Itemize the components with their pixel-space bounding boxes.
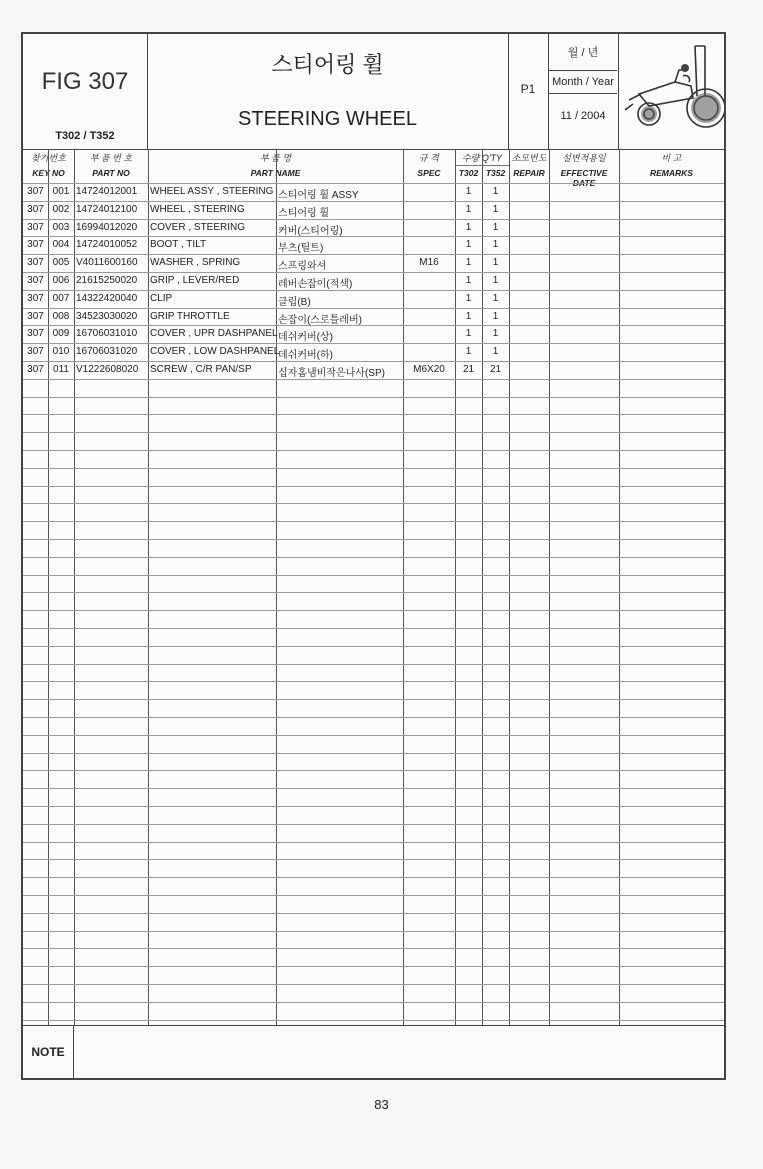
cell-fig: 307 — [27, 292, 44, 304]
row-line — [23, 1002, 724, 1003]
row-line — [23, 859, 724, 860]
cell-name-en: COVER , UPR DASHPANEL — [150, 328, 278, 340]
page-box — [509, 34, 549, 149]
cell-name-ko: 스티어링 휠 ASSY — [278, 190, 359, 201]
cell-part-no: 14724012001 — [76, 186, 138, 197]
row-line — [23, 664, 724, 665]
note-area — [23, 1025, 724, 1079]
title-korean: 스티어링 휠 — [271, 52, 384, 77]
cell-t302: 1 — [465, 275, 472, 286]
cell-name-ko: 부츠(틸트) — [278, 243, 324, 255]
cell-name-en: GRIP THROTTLE — [150, 310, 230, 322]
col-repair: 소모번도 REPAIR — [511, 153, 547, 178]
cell-t352: 1 — [492, 186, 499, 197]
cell-name-ko: 클립(B) — [278, 296, 311, 308]
page-label: P1 — [520, 82, 536, 96]
table-row — [23, 254, 724, 272]
cell-key: 009 — [52, 328, 70, 340]
cell-t302: 1 — [465, 221, 472, 233]
cell-name-en: COVER , STEERING — [150, 221, 246, 233]
cell-part-no: V4011600160 — [76, 257, 138, 269]
cell-t352: 1 — [492, 328, 499, 340]
cell-name-ko: 레버손잡이(적색) — [278, 279, 353, 290]
row-line — [23, 575, 724, 576]
cell-name-ko: 스티어링 휠 — [278, 207, 330, 219]
sheet-header — [23, 34, 724, 150]
col-part-no: 부 품 번 호 PART NO — [89, 153, 133, 178]
date-label-korean: 월 / 년 — [567, 47, 599, 59]
row-line — [23, 521, 724, 522]
cell-key: 008 — [52, 310, 70, 322]
row-line — [23, 966, 724, 967]
cell-t352: 1 — [492, 275, 499, 286]
row-line — [23, 877, 724, 878]
row-line — [23, 592, 724, 593]
table-row — [23, 272, 724, 290]
cell-t302: 1 — [465, 239, 472, 251]
row-line — [23, 931, 724, 932]
cell-t302: 1 — [465, 257, 472, 269]
cell-fig: 307 — [27, 221, 44, 233]
cell-t302: 1 — [465, 310, 472, 322]
cell-key: 007 — [52, 292, 70, 304]
cell-name-en: SCREW , C/R PAN/SP — [150, 364, 252, 375]
parts-sheet — [21, 32, 726, 1080]
table-row — [23, 236, 724, 254]
cell-name-en: GRIP , LEVER/RED — [150, 275, 240, 286]
cell-key: 011 — [53, 364, 69, 375]
cell-part-no: V1222608020 — [76, 364, 139, 375]
row-line — [23, 788, 724, 789]
table-row — [23, 201, 724, 219]
cell-part-no: 34523030020 — [76, 310, 138, 322]
col-spec: 규 격 SPEC — [417, 153, 441, 178]
cell-t352: 1 — [492, 346, 499, 358]
row-line — [23, 753, 724, 754]
row-line — [23, 610, 724, 611]
cell-name-ko: 십자홈냄비작은나사(SP) — [278, 368, 385, 379]
cell-t302: 1 — [465, 346, 472, 358]
row-line — [23, 984, 724, 985]
date-label-english: Month / Year — [549, 70, 617, 94]
figure-box — [23, 34, 148, 149]
cell-fig: 307 — [27, 346, 44, 358]
col-qty: 수량 Q'TY T302 T352 — [458, 153, 506, 178]
cell-name-ko: 데쉬커버(상) — [278, 332, 333, 344]
row-line — [23, 806, 724, 807]
cell-t352: 1 — [492, 203, 499, 215]
cell-spec: M16 — [419, 257, 439, 269]
cell-key: 005 — [52, 257, 70, 269]
row-line — [23, 699, 724, 700]
cell-fig: 307 — [27, 275, 44, 286]
row-line — [23, 486, 724, 487]
row-line — [23, 557, 724, 558]
cell-spec: M6X20 — [413, 364, 445, 375]
cell-t302: 1 — [465, 186, 472, 197]
cell-t302: 21 — [462, 364, 475, 375]
row-line — [23, 450, 724, 451]
cell-fig: 307 — [27, 203, 44, 215]
note-label: NOTE — [23, 1026, 74, 1079]
table-row — [23, 290, 724, 308]
title-box — [148, 34, 509, 149]
cell-name-en: CLIP — [150, 292, 173, 304]
row-line — [23, 468, 724, 469]
cell-name-ko: 스프링와셔 — [278, 261, 327, 273]
row-line — [23, 824, 724, 825]
cell-fig: 307 — [27, 239, 44, 251]
row-line — [23, 895, 724, 896]
date-box — [549, 34, 619, 149]
table-row — [23, 183, 724, 201]
row-line — [23, 539, 724, 540]
table-row — [23, 361, 724, 379]
row-line — [23, 432, 724, 433]
table-row — [23, 219, 724, 237]
row-line — [23, 503, 724, 504]
cell-fig: 307 — [27, 257, 44, 269]
cell-t302: 1 — [465, 203, 472, 215]
cell-name-ko: 데쉬커버(하) — [278, 350, 333, 362]
cell-name-en: BOOT , TILT — [150, 239, 207, 251]
cell-key: 001 — [52, 186, 70, 197]
row-line — [23, 397, 724, 398]
cell-t352: 1 — [492, 239, 499, 251]
row-line — [23, 770, 724, 771]
figure-number: FIG 307 — [41, 68, 129, 95]
col-remarks: 비 고 REMARKS — [650, 153, 693, 178]
model-label: T302 / T352 — [55, 130, 115, 142]
row-line — [23, 628, 724, 629]
page-number: 83 — [374, 1097, 389, 1112]
cell-key: 004 — [52, 239, 70, 251]
row-line — [23, 646, 724, 647]
cell-t352: 1 — [492, 310, 499, 322]
row-line — [23, 414, 724, 415]
cell-name-ko: 손잡이(스로틀레버) — [278, 314, 362, 326]
cell-t352: 1 — [492, 221, 499, 233]
cell-fig: 307 — [27, 186, 44, 197]
cell-key: 002 — [52, 203, 70, 215]
col-part-name: 부 품 명 PART NAME — [250, 153, 301, 178]
col-key: 찾기번호 KEY NO — [31, 153, 66, 178]
cell-t352: 1 — [492, 292, 499, 304]
table-row — [23, 308, 724, 326]
cell-key: 003 — [52, 221, 70, 233]
row-line — [23, 681, 724, 682]
cell-name-ko: 커버(스티어링) — [278, 225, 343, 237]
cell-name-en: WASHER , SPRING — [150, 257, 241, 269]
tractor-icon — [619, 34, 724, 149]
row-line — [23, 735, 724, 736]
cell-key: 006 — [52, 275, 70, 286]
row-line — [23, 842, 724, 843]
cell-t352: 1 — [492, 257, 499, 269]
table-row — [23, 325, 724, 343]
cell-t352: 21 — [489, 364, 502, 375]
cell-fig: 307 — [27, 364, 44, 375]
row-line — [23, 913, 724, 914]
cell-fig: 307 — [27, 310, 44, 322]
cell-part-no: 14724010052 — [76, 239, 138, 251]
cell-key: 010 — [52, 346, 70, 358]
cell-fig: 307 — [27, 328, 44, 340]
col-effective-date: 설변적용일 EFFECTIVE DATE — [560, 153, 608, 188]
table-row — [23, 343, 724, 361]
tractor-illustration — [619, 34, 724, 149]
row-line — [23, 948, 724, 949]
cell-part-no: 16706031020 — [76, 346, 138, 358]
cell-part-no: 14724012100 — [76, 203, 138, 215]
cell-t302: 1 — [465, 292, 472, 304]
row-line — [23, 717, 724, 718]
date-value: 11 / 2004 — [560, 110, 606, 122]
cell-part-no: 14322420040 — [76, 292, 138, 304]
cell-part-no: 16994012020 — [76, 221, 138, 233]
cell-name-en: WHEEL ASSY , STEERING — [150, 186, 274, 197]
row-line — [23, 1020, 724, 1021]
cell-name-en: COVER , LOW DASHPANEL — [150, 346, 280, 358]
title-english: STEERING WHEEL — [238, 108, 417, 130]
cell-part-no: 16706031010 — [76, 328, 138, 340]
cell-part-no: 21615250020 — [76, 275, 138, 286]
cell-name-en: WHEEL , STEERING — [150, 203, 245, 215]
cell-t302: 1 — [465, 328, 472, 340]
